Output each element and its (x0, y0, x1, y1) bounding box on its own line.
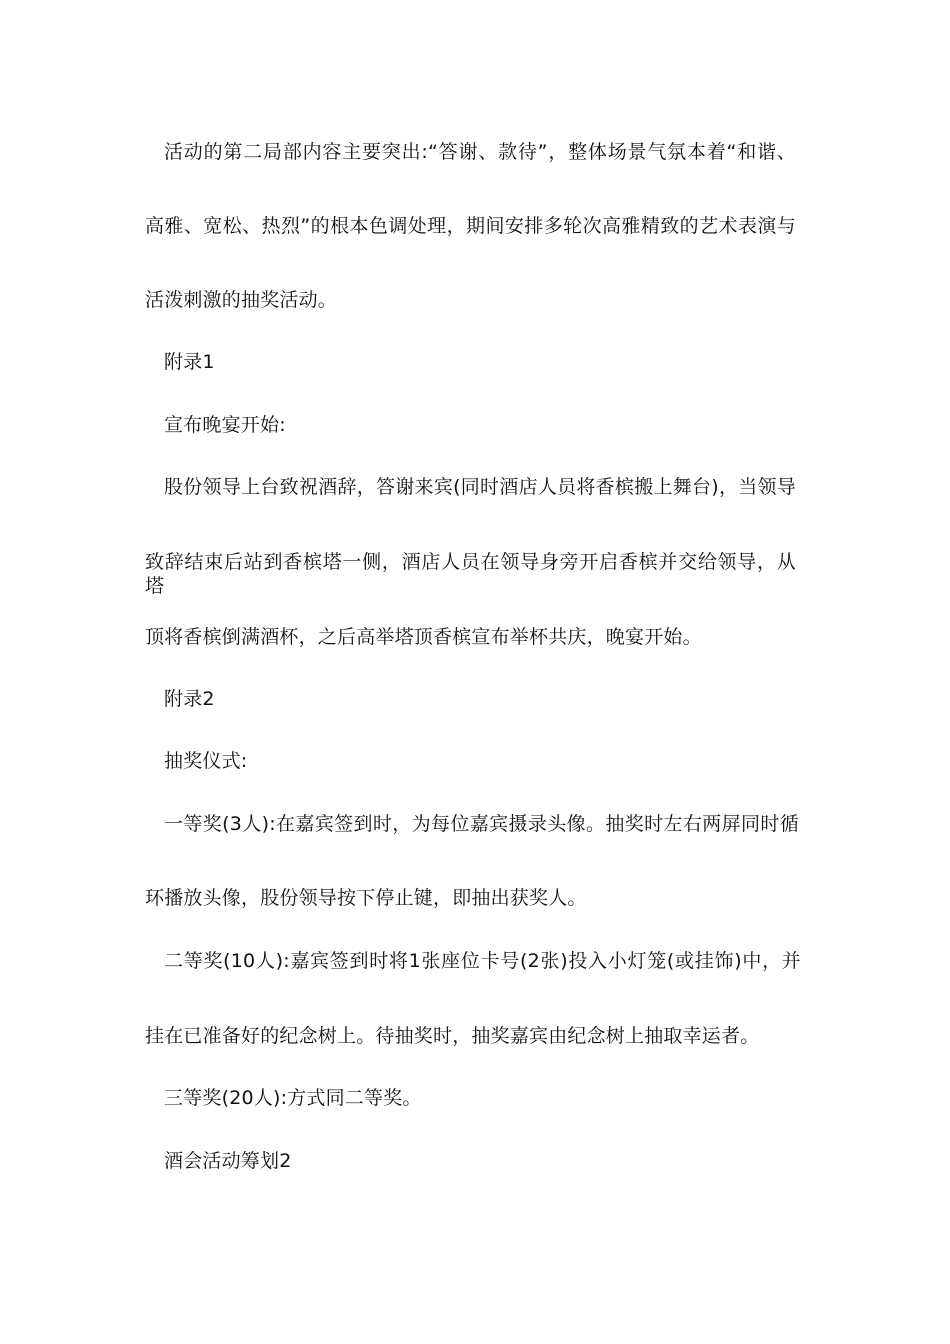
paragraph-line: 致辞结束后站到香槟塔一侧，酒店人员在领导身旁开启香槟并交给领导，从塔 (145, 551, 796, 597)
paragraph-line: 三等奖(20人):方式同二等奖。 (164, 1087, 422, 1109)
paragraph-line: 环播放头像，股份领导按下停止键，即抽出获奖人。 (145, 887, 587, 909)
section-subheading: 宣布晚宴开始: (164, 414, 286, 436)
paragraph-line: 二等奖(10人):嘉宾签到时将1张座位卡号(2张)投入小灯笼(或挂饰)中，并 (164, 950, 801, 972)
paragraph-line: 活泼刺激的抽奖活动。 (145, 289, 338, 311)
section-heading: 附录2 (164, 688, 215, 710)
paragraph-line: 顶将香槟倒满酒杯，之后高举塔顶香槟宣布举杯共庆，晚宴开始。 (145, 626, 702, 648)
paragraph-line: 挂在已准备好的纪念树上。待抽奖时，抽奖嘉宾由纪念树上抽取幸运者。 (145, 1025, 760, 1047)
paragraph-line: 活动的第二局部内容主要突出:“答谢、款待”，整体场景气氛本着“和谐、 (164, 141, 796, 163)
section-heading: 附录1 (164, 351, 215, 373)
section-subheading: 抽奖仪式: (164, 750, 248, 772)
paragraph-line: 高雅、宽松、热烈”的根本色调处理，期间安排多轮次高雅精致的艺术表演与 (145, 215, 796, 237)
section-heading: 酒会活动筹划2 (164, 1150, 292, 1172)
paragraph-line: 股份领导上台致祝酒辞，答谢来宾(同时酒店人员将香槟搬上舞台)，当领导 (164, 476, 796, 498)
paragraph-line: 一等奖(3人):在嘉宾签到时，为每位嘉宾摄录头像。抽奖时左右两屏同时循 (164, 813, 799, 835)
